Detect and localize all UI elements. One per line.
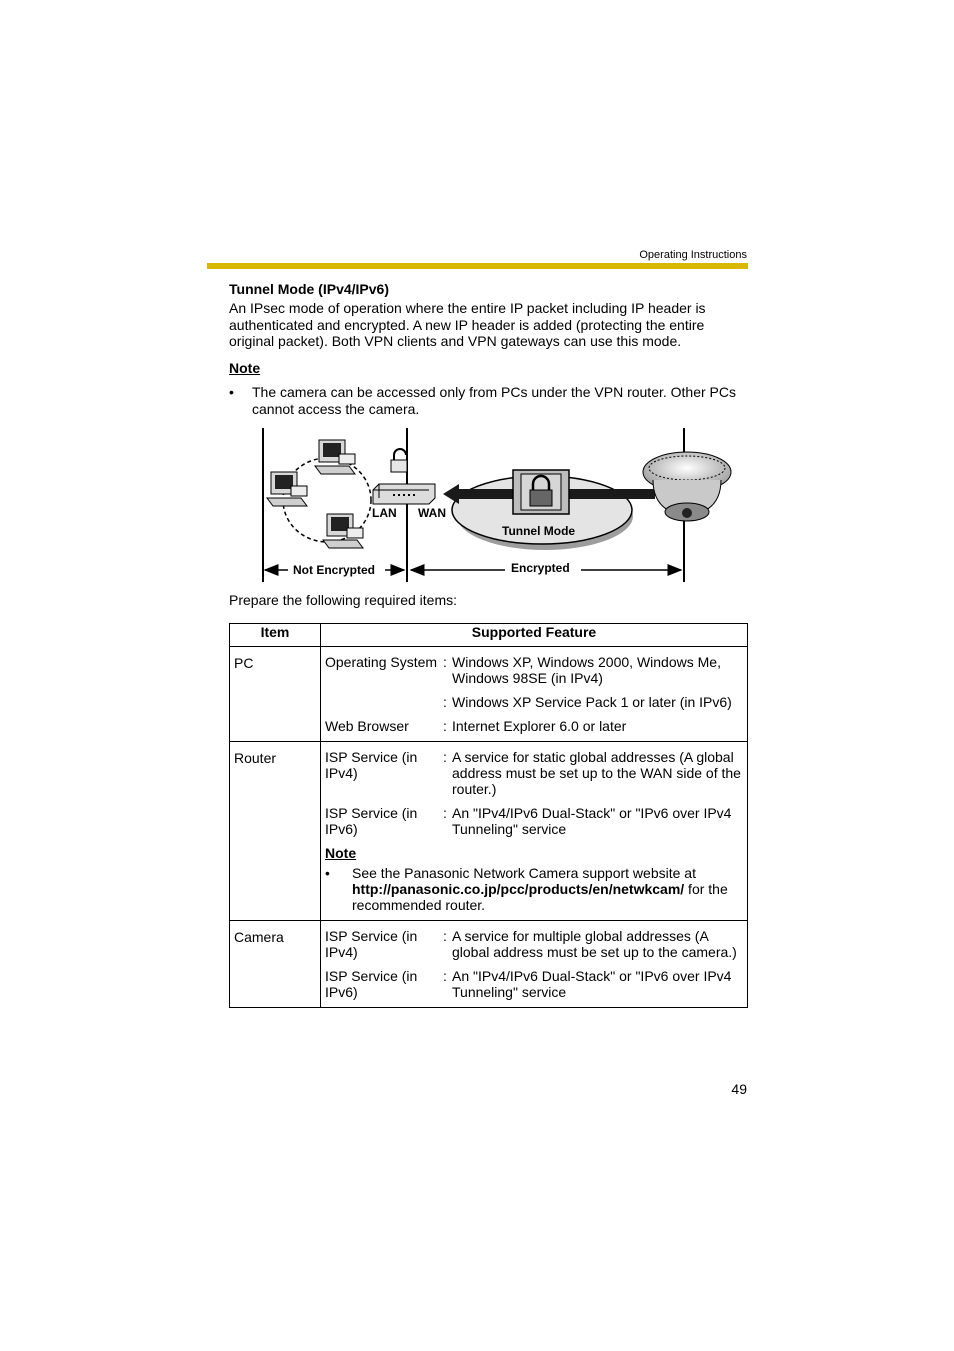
- bullet-glyph: •: [229, 384, 234, 400]
- table-row-pc: [230, 647, 748, 742]
- wan-label: WAN: [418, 506, 446, 520]
- lan-label: LAN: [372, 506, 397, 520]
- pc-icon: [323, 514, 363, 548]
- note-bullet-text: The camera can be accessed only from PCs under the VPN router. Other PCs cannot access the camera.: [252, 384, 736, 417]
- tunnel-mode-diagram: [255, 420, 735, 590]
- feature-colon: :: [443, 654, 447, 670]
- feature-value: A service for static global addresses (A global address must be set up to the WAN side of the router.): [452, 749, 741, 797]
- feature-row: [325, 805, 743, 837]
- item-router: Router: [230, 742, 321, 921]
- pc-icon: [315, 440, 355, 474]
- feature-name: ISP Service (in IPv6): [325, 968, 418, 1000]
- running-header: Operating Instructions: [639, 249, 747, 261]
- feature-colon: :: [443, 749, 447, 765]
- feature-colon: :: [443, 805, 447, 821]
- feature-row: [325, 928, 743, 960]
- section-title: Tunnel Mode (IPv4/IPv6): [229, 281, 389, 297]
- table-row-camera: [230, 921, 748, 1008]
- note-label: Note: [229, 360, 261, 376]
- item-pc: PC: [230, 647, 321, 742]
- encrypted-label: Encrypted: [511, 561, 570, 575]
- features-pc: [321, 647, 748, 742]
- padlock-icon: [391, 449, 407, 472]
- tunnel-mode-label: Tunnel Mode: [502, 524, 576, 538]
- feature-row: [325, 694, 743, 710]
- section-paragraph: An IPsec mode of operation where the entire IP packet including IP header is authenticated and encrypted. A new IP header is added (protecting the entire original packet). Both VPN clients and VPN gateways can use this mode.: [229, 300, 706, 349]
- header-supported-feature: Supported Feature: [321, 624, 748, 647]
- pc-icon: [267, 472, 307, 506]
- feature-row: [325, 654, 743, 686]
- table-header-row: [230, 624, 748, 647]
- camera-icon: [643, 452, 731, 521]
- feature-value: Internet Explorer 6.0 or later: [452, 718, 627, 734]
- feature-value: Windows XP Service Pack 1 or later (in IPv6): [452, 694, 732, 710]
- feature-row: [325, 749, 743, 797]
- router-note-text-before: See the Panasonic Network Camera support website at: [352, 865, 696, 881]
- router-note-label: Note: [325, 845, 357, 861]
- feature-name: ISP Service (in IPv4): [325, 749, 418, 781]
- not-encrypted-label: Not Encrypted: [293, 563, 376, 577]
- header-rule: [207, 263, 748, 269]
- router-note-text: [352, 865, 743, 913]
- features-camera: [321, 921, 748, 1008]
- bullet-glyph: •: [325, 865, 330, 881]
- router-icon: [373, 484, 435, 504]
- feature-value: An "IPv4/IPv6 Dual-Stack" or "IPv6 over IPv4 Tunneling" service: [452, 805, 732, 837]
- note-bullet-item: [229, 384, 749, 417]
- header-item: Item: [230, 624, 321, 647]
- feature-name: [325, 694, 443, 710]
- router-note-bullet: [325, 865, 743, 913]
- feature-colon: :: [443, 928, 447, 944]
- feature-value: An "IPv4/IPv6 Dual-Stack" or "IPv6 over IPv4 Tunneling" service: [452, 968, 732, 1000]
- feature-row: [325, 968, 743, 1000]
- feature-colon: :: [443, 718, 447, 734]
- feature-colon: :: [443, 694, 447, 710]
- features-router: [321, 742, 748, 921]
- feature-value: Windows XP, Windows 2000, Windows Me, Windows 98SE (in IPv4): [452, 654, 721, 686]
- feature-value: A service for multiple global addresses (A global address must be set up to the camera.): [452, 928, 737, 960]
- feature-row: [325, 718, 743, 734]
- support-website-link[interactable]: http://panasonic.co.jp/pcc/products/en/netwkcam/: [352, 881, 685, 897]
- feature-colon: :: [443, 968, 447, 984]
- feature-name: Operating System: [325, 654, 438, 670]
- page-number: 49: [731, 1081, 747, 1097]
- lock-icon: [513, 470, 569, 514]
- requirements-table: [229, 623, 748, 1008]
- tunnel-arrow-head: [443, 484, 459, 504]
- feature-name: ISP Service (in IPv6): [325, 805, 418, 837]
- router-note-text-after: for the recommended router.: [352, 881, 728, 913]
- item-camera: Camera: [230, 921, 321, 1008]
- feature-name: Web Browser: [325, 718, 409, 734]
- prepare-text: Prepare the following required items:: [229, 592, 458, 608]
- feature-name: ISP Service (in IPv4): [325, 928, 418, 960]
- table-row-router: [230, 742, 748, 921]
